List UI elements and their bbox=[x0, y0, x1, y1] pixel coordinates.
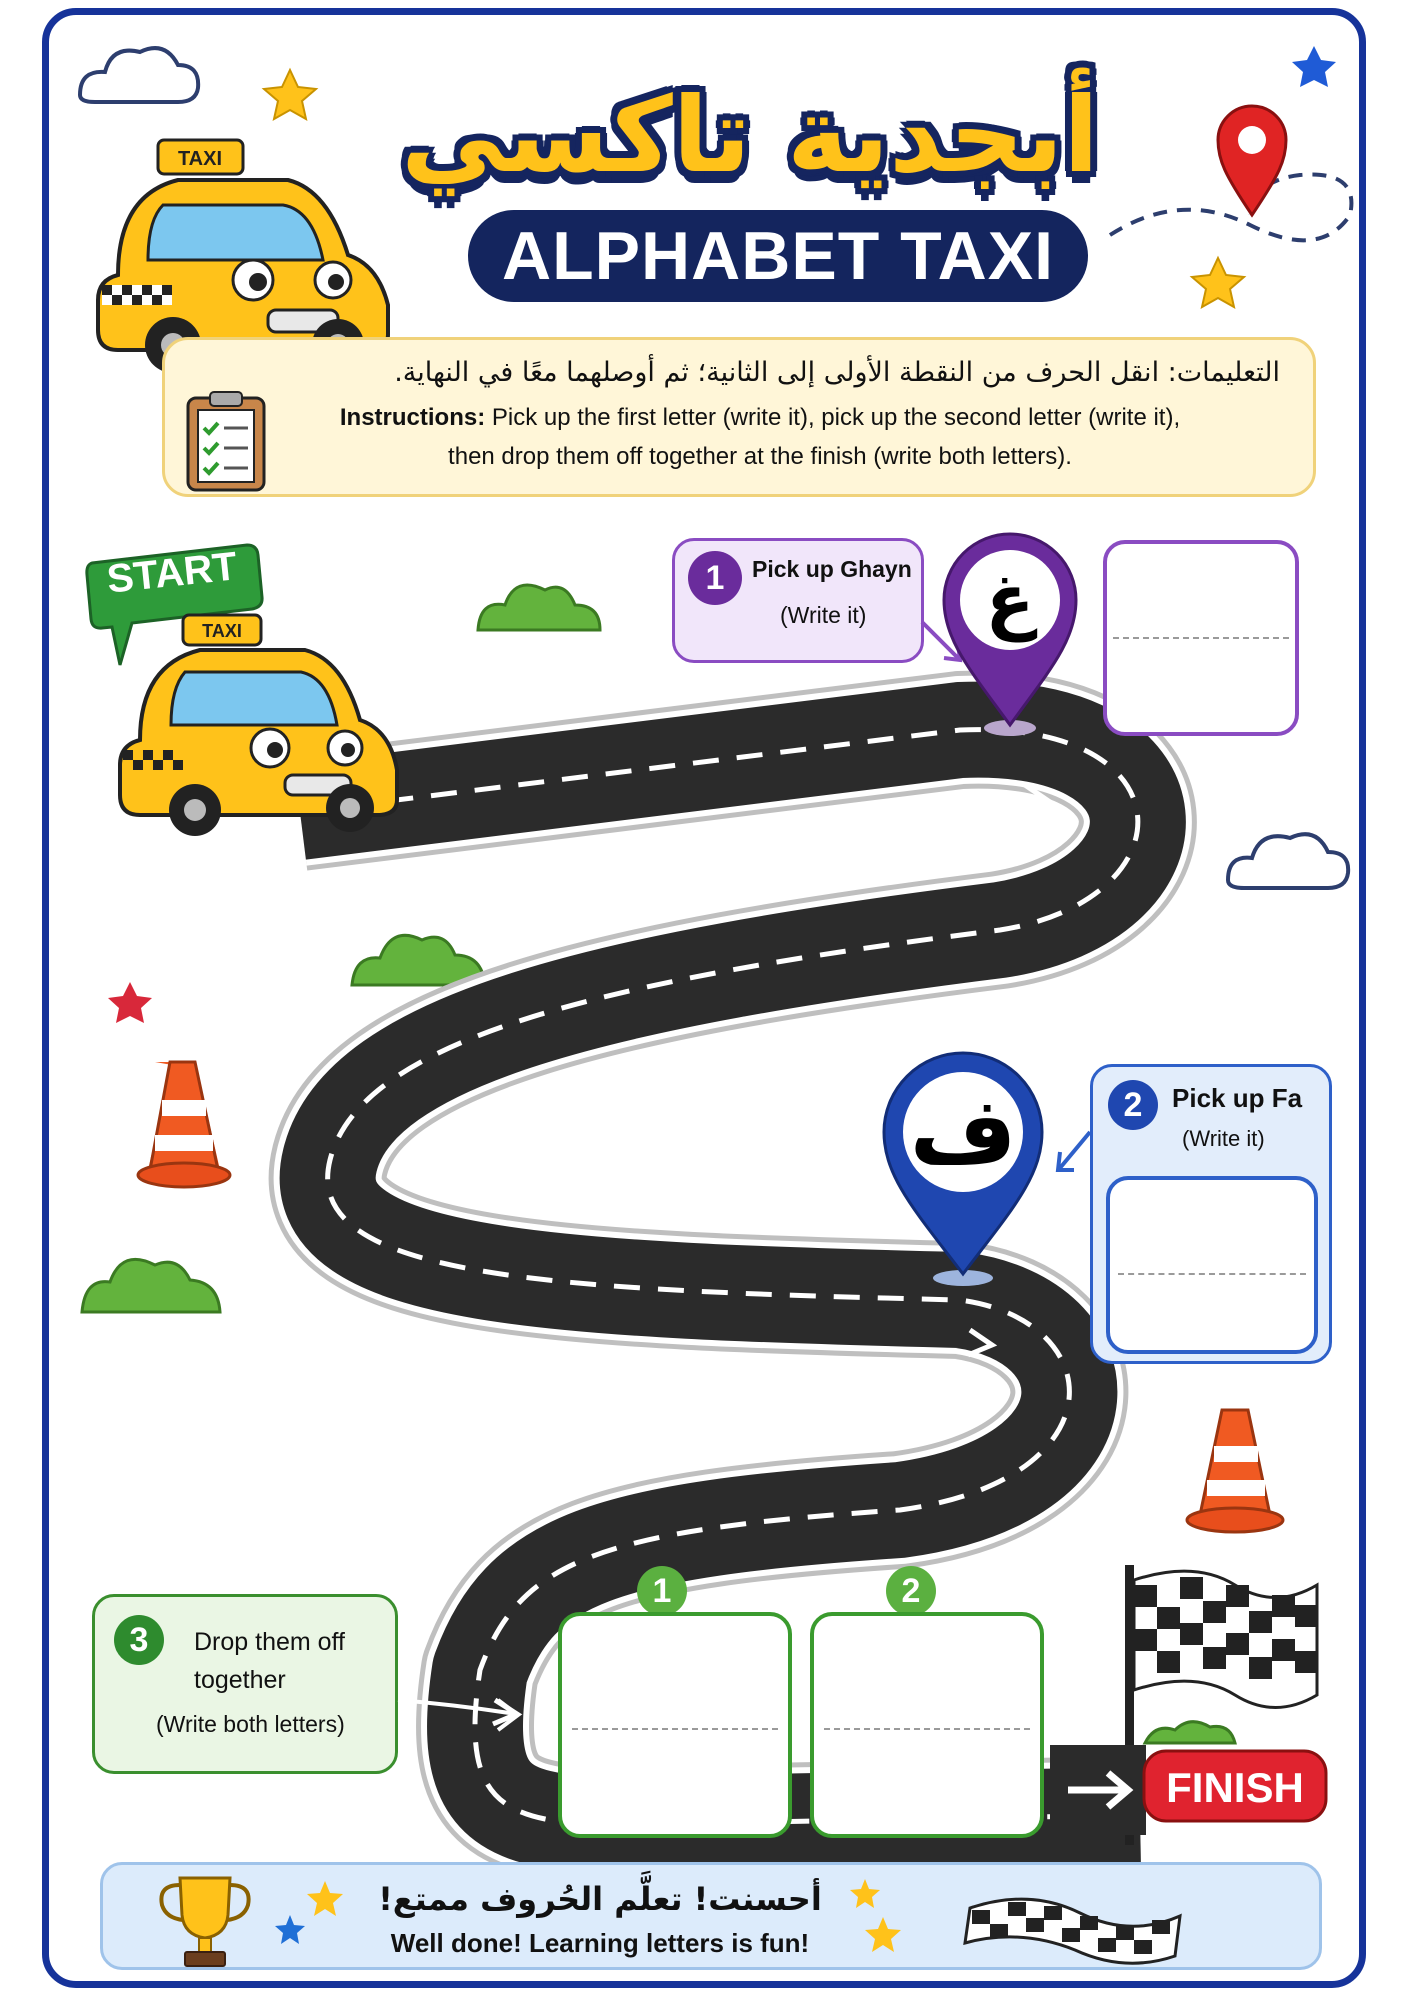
instructions-label: Instructions: bbox=[339, 404, 486, 431]
step3-subtitle: (Write both letters) bbox=[156, 1711, 345, 1737]
arrow-right-icon bbox=[398, 1680, 528, 1740]
arrow-right-icon bbox=[1050, 1130, 1100, 1180]
finish-label: FINISH bbox=[1166, 1764, 1304, 1811]
step3-line2: together bbox=[194, 1666, 286, 1694]
footer-english: Well done! Learning letters is fun! bbox=[390, 1928, 810, 1958]
title-english: ALPHABET TAXI bbox=[502, 218, 1054, 294]
step1-letter: غ bbox=[985, 558, 1035, 642]
step1-write-line bbox=[1113, 637, 1289, 639]
taxi-sign-label: TAXI bbox=[177, 148, 223, 170]
step2-letter: ف bbox=[909, 1078, 1017, 1185]
taxi-sign-label: TAXI bbox=[202, 621, 242, 641]
step2-write-box[interactable] bbox=[1106, 1176, 1318, 1354]
step3-box1-number: 1 bbox=[637, 1566, 687, 1616]
step1-title: Pick up Ghayn bbox=[752, 556, 912, 582]
start-label: START bbox=[104, 544, 240, 602]
title-arabic: أبجدية تاكسي bbox=[401, 74, 1099, 196]
taxi-icon bbox=[105, 610, 415, 840]
step3-line1: Drop them off bbox=[194, 1628, 346, 1656]
instructions-text-1: Pick up the first letter (write it), pick up the second letter (write it), bbox=[485, 404, 1181, 431]
step3-write-box-1[interactable] bbox=[558, 1612, 792, 1838]
step3-write-box-2[interactable] bbox=[810, 1612, 1044, 1838]
step2-subtitle: (Write it) bbox=[1182, 1126, 1265, 1151]
step2-number: 2 bbox=[1108, 1080, 1158, 1130]
star-icon bbox=[845, 1875, 905, 1955]
step3-number: 3 bbox=[114, 1615, 164, 1665]
step3-write-line-2 bbox=[824, 1728, 1030, 1730]
step2-write-line bbox=[1118, 1273, 1306, 1275]
step2-title: Pick up Fa bbox=[1172, 1083, 1303, 1113]
instructions-english-line2: then drop them off together at the finish (write both letters). bbox=[448, 443, 1072, 470]
step1-subtitle: (Write it) bbox=[780, 602, 867, 628]
step3-box2-number: 2 bbox=[886, 1566, 936, 1616]
footer-arabic: أحسنت! تعلَّم الحُروف ممتع! bbox=[378, 1880, 822, 1918]
instructions-arabic: التعليمات: انقل الحرف من النقطة الأولى إلى الثانية؛ ثم أوصلهما معًا في النهاية. bbox=[394, 357, 1280, 388]
step3-write-line-1 bbox=[572, 1728, 778, 1730]
trophy-icon bbox=[150, 1870, 260, 1970]
arrow-right-icon bbox=[1048, 1745, 1148, 1835]
step1-number: 1 bbox=[688, 551, 742, 605]
checkered-flag-icon bbox=[960, 1888, 1190, 1968]
